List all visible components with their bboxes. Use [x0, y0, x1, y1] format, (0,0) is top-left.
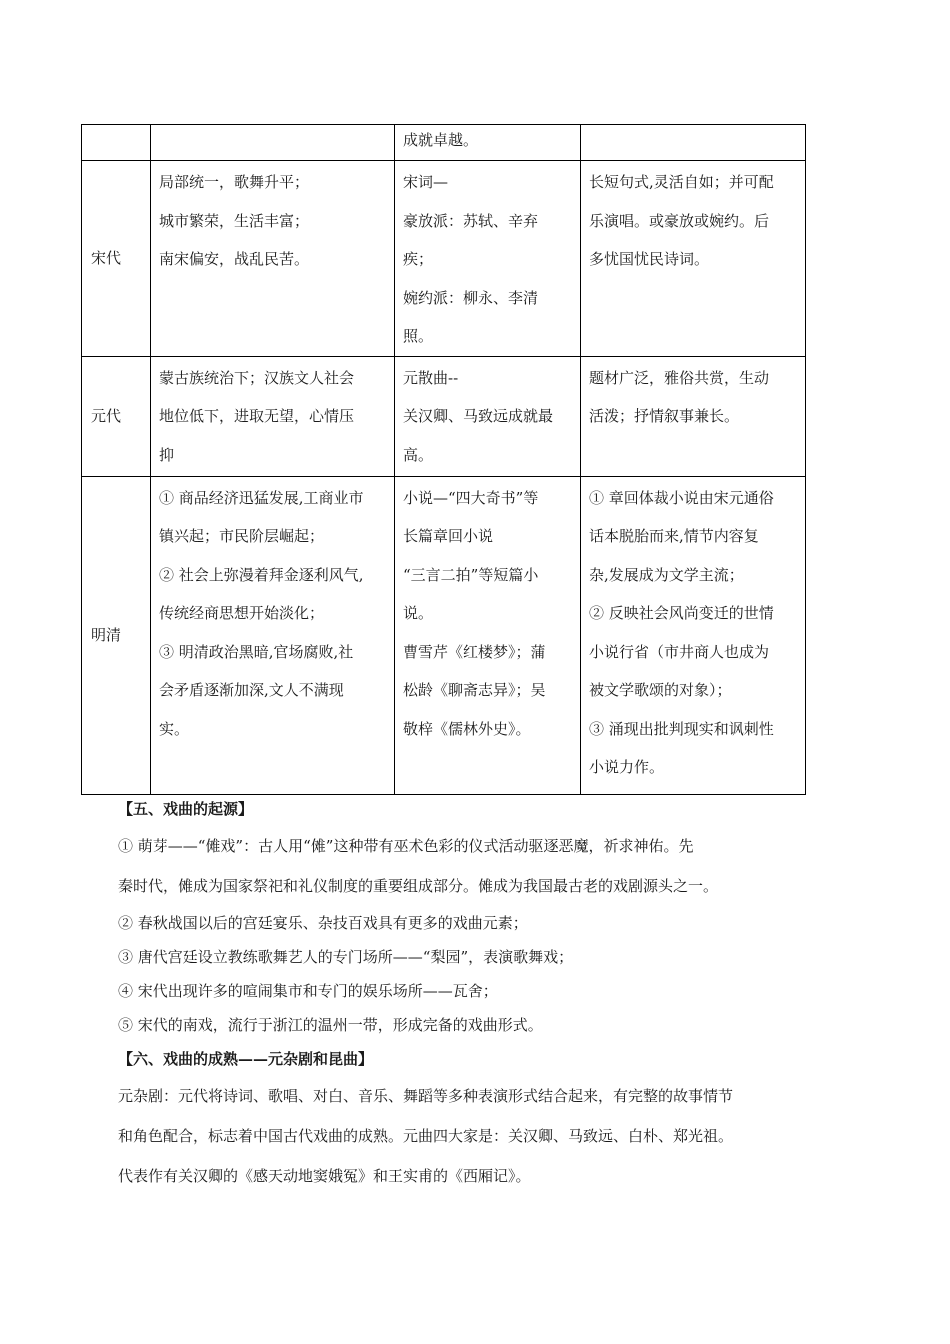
works-cell	[395, 161, 581, 357]
features-line: 杂,发展成为文学主流；	[589, 565, 744, 584]
literature-table	[81, 124, 806, 795]
background-line: 会矛盾逐渐加深,文人不满现	[159, 681, 344, 699]
notes-section	[118, 792, 808, 1196]
era-cell	[82, 125, 151, 161]
background-cell	[151, 476, 395, 794]
era-cell: 元代	[82, 356, 151, 476]
works-line: 敬梓《儒林外史》。	[403, 719, 531, 738]
works-line: 照。	[403, 327, 434, 345]
works-line: 成就卓越。	[403, 131, 479, 149]
works-line: 松龄《聊斋志异》；吴	[403, 681, 546, 699]
background-line: 地位低下，进取无望，心情压	[159, 407, 355, 425]
works-line: 疾；	[403, 250, 434, 268]
paragraph-line: 秦时代，傩成为国家祭祀和礼仪制度的重要组成部分。傩成为我国最古老的戏剧源头之一。	[118, 877, 719, 895]
features-cell	[581, 476, 806, 794]
works-line: 长篇章回小说	[403, 527, 494, 545]
features-line: 小说行省（市井商人也成为	[589, 642, 770, 661]
background-line: 局部统一，歌舞升平；	[159, 173, 310, 191]
works-line: “三言二拍”等短篇小	[403, 565, 539, 584]
features-line: 小说力作。	[589, 758, 665, 776]
paragraph-line: ③ 唐代宫廷设立教练歌舞艺人的专门场所——“梨园”，表演歌舞戏；	[118, 948, 574, 966]
works-cell	[395, 125, 581, 161]
paragraph-line: 元杂剧：元代将诗词、歌唱、对白、音乐、舞蹈等多种表演形式结合起来，有完整的故事情节	[118, 1087, 734, 1105]
background-line: ② 社会上弥漫着拜金逐利风气,	[159, 565, 364, 584]
works-line: 小说—“四大奇书”等	[403, 488, 539, 507]
features-cell	[581, 356, 806, 476]
works-cell	[395, 356, 581, 476]
paragraph-line: ④ 宋代出现许多的喧闹集市和专门的娱乐场所——瓦舍；	[118, 982, 498, 1000]
era-cell: 明清	[82, 476, 151, 794]
background-line: ① 商品经济迅猛发展,工商业市	[159, 488, 364, 507]
paragraph-line: ② 春秋战国以后的宫廷宴乐、杂技百戏具有更多的戏曲元素；	[118, 914, 528, 932]
features-line: 长短句式,灵活自如；并可配	[589, 173, 774, 191]
features-line: ① 章回体裁小说由宋元通俗	[589, 488, 774, 507]
features-cell	[581, 161, 806, 357]
works-line: 高。	[403, 445, 434, 464]
works-line: 宋词—	[403, 173, 449, 191]
works-line: 豪放派：苏轼、辛弃	[403, 211, 539, 230]
background-cell	[151, 356, 395, 476]
features-line: 话本脱胎而来,情节内容复	[589, 527, 759, 545]
features-line: ③ 涌现出批判现实和讽刺性	[589, 719, 774, 738]
table-row	[82, 356, 806, 476]
table-row	[82, 476, 806, 794]
table-row	[82, 161, 806, 357]
works-line: 曹雪芹《红楼梦》；蒲	[403, 642, 546, 661]
background-line: ③ 明清政治黑暗,官场腐败,社	[159, 642, 354, 661]
background-line: 传统经商思想开始淡化；	[159, 604, 325, 622]
background-line: 实。	[159, 719, 190, 738]
background-line: 蒙古族统治下；汉族文人社会	[159, 368, 355, 387]
features-line: 乐演唱。或豪放或婉约。后	[589, 211, 770, 230]
paragraph-line: 和角色配合，标志着中国古代戏曲的成熟。元曲四大家是：关汉卿、马致远、白朴、郑光祖。	[118, 1127, 734, 1145]
section-heading: 【六、戏曲的成熟——元杂剧和昆曲】	[118, 1050, 374, 1068]
works-cell	[395, 476, 581, 794]
section-heading: 【五、戏曲的起源】	[118, 800, 254, 818]
features-line: 活泼；抒情叙事兼长。	[589, 407, 740, 425]
features-line: 多忧国忧民诗词。	[589, 250, 710, 268]
background-cell	[151, 125, 395, 161]
background-line: 南宋偏安，战乱民苦。	[159, 250, 310, 268]
features-line: ② 反映社会风尚变迁的世情	[589, 604, 774, 622]
table-row	[82, 125, 806, 161]
works-line: 婉约派：柳永、李清	[403, 288, 539, 307]
works-line: 说。	[403, 604, 434, 622]
background-cell	[151, 161, 395, 357]
paragraph-line: ⑤ 宋代的南戏，流行于浙江的温州一带，形成完备的戏曲形式。	[118, 1016, 543, 1034]
paragraph-line: ① 萌芽——“傩戏”：古人用“傩”这种带有巫术色彩的仪式活动驱逐恶魔，祈求神佑。先	[118, 837, 694, 855]
features-line: 被文学歌颂的对象）；	[589, 681, 732, 699]
paragraph-line: 代表作有关汉卿的《感天动地窦娥冤》和王实甫的《西厢记》。	[118, 1167, 531, 1185]
features-line: 题材广泛，雅俗共赏，生动	[589, 368, 770, 387]
background-line: 镇兴起；市民阶层崛起；	[159, 527, 325, 545]
works-line: 关汉卿、马致远成就最	[403, 407, 554, 425]
features-cell	[581, 125, 806, 161]
works-line: 元散曲--	[403, 368, 459, 387]
background-line: 城市繁荣，生活丰富；	[159, 211, 310, 230]
background-line: 抑	[159, 445, 175, 464]
era-cell: 宋代	[82, 161, 151, 357]
